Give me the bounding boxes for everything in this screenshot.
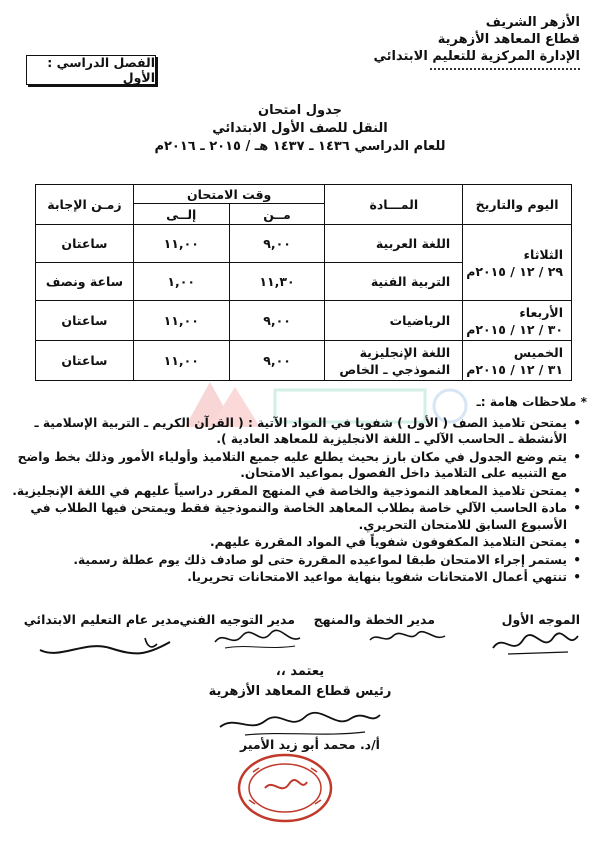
duration-cell: ساعتان [36, 225, 134, 263]
day-date-cell [463, 341, 572, 381]
header-subject: المـــادة [325, 185, 463, 225]
duration-cell: ساعتان [36, 301, 134, 341]
signer-first-supervisor: الموجه الأول [501, 612, 580, 627]
header-from: مــن [229, 204, 325, 225]
approval-line-2: رئيس قطاع المعاهد الأزهرية [208, 684, 392, 699]
signature-primary-director [35, 632, 175, 662]
subject-cell: الرياضيات [325, 301, 463, 341]
header-duration: زمـن الإجابة [36, 185, 134, 225]
semester-box [26, 55, 156, 85]
issuing-authority-header [340, 14, 580, 70]
day-date-cell [463, 225, 572, 301]
signature-planning-director [365, 626, 450, 648]
approver-name: أ/د. محمد أبو زيد الأمير [240, 737, 380, 752]
header-to: إلــى [133, 204, 229, 225]
time-from-cell: ٩,٠٠ [229, 225, 325, 263]
signer-planning-director: مدير الخطة والمنهج [313, 612, 435, 627]
note-item: • يتم وضع الجدول في مكان بارز بحيث يطلع عليه جميع التلاميذ وأولياء الأمور وذلك بخط واضح مع التنبيه على التلاميذ داخل الفصول بمواعيد الامتحان. [12, 449, 567, 482]
note-item: • يستمر إجراء الامتحان طبقا لمواعيده المقررة حتى لو صادف ذلك يوم عطلة رسمية. [12, 552, 567, 569]
note-item: • يمتحن تلاميذ الصف ( الأول ) شفويا في المواد الآتية : ( القرآن الكريم ـ التربية الإسلامية ـ الأنشطة ـ الحاسب الآلي ـ اللغة الانجليزية للمعاهد العادية ). [12, 415, 567, 448]
time-to-cell: ١١,٠٠ [133, 301, 229, 341]
semester-label: الفصل الدراسي : الأول [47, 55, 155, 85]
time-from-cell: ٩,٠٠ [229, 301, 325, 341]
table-row [36, 225, 572, 263]
header-line-azhar: الأزهر الشريف [485, 15, 580, 30]
signer-technical-director: مدير التوجيه الفني [179, 612, 295, 627]
header-line-administration: الإدارة المركزية للتعليم الابتدائي [373, 49, 580, 64]
day-date-cell [463, 301, 572, 341]
duration-cell: ساعة ونصف [36, 263, 134, 301]
header-underline [430, 68, 580, 70]
title-line-3: للعام الدراسي ١٤٣٦ ـ ١٤٣٧ هـ / ٢٠١٥ ـ ٢٠١٦م [154, 139, 446, 154]
header-exam-time: وقت الامتحان [133, 185, 325, 204]
header-line-sector: قطاع المعاهد الأزهرية [437, 32, 580, 47]
notes-list [12, 415, 587, 586]
subject-cell: اللغة العربية [325, 225, 463, 263]
subject-line-1: اللغة الإنجليزية [359, 344, 451, 360]
duration-cell: ساعتان [36, 341, 134, 381]
signature-first-supervisor [488, 628, 583, 660]
approval-line-1: يعتمد ،، [275, 664, 325, 679]
notes-title: * ملاحظات هامة :ـ [476, 395, 587, 409]
date-value: ٣١ / ١٢ / ٢٠١٥م [466, 361, 563, 377]
day-name: الأربعاء [519, 304, 563, 320]
note-item: • يمتحن التلاميذ المكفوفون شفوياً في المواد المقررة عليهم. [12, 534, 567, 551]
title-line-2: النقل للصف الأول الابتدائي [212, 121, 388, 136]
signature-sector-head [215, 705, 385, 739]
signer-primary-director: مدير عام التعليم الابتدائي [23, 612, 180, 627]
note-item: • مادة الحاسب الآلي خاصة بطلاب المعاهد الخاصة والنموذجية فقط ويمتحن فيها الطلاب في الأسبوع السابق للامتحان التحريري. [12, 500, 567, 533]
table-row [36, 301, 572, 341]
time-to-cell: ١١,٠٠ [133, 225, 229, 263]
schedule-title [100, 102, 500, 156]
date-value: ٣٠ / ١٢ / ٢٠١٥م [466, 321, 563, 337]
day-name: الثلاثاء [523, 246, 563, 262]
date-value: ٢٩ / ١٢ / ٢٠١٥م [466, 263, 563, 279]
time-to-cell: ١١,٠٠ [133, 341, 229, 381]
subject-line-2: النموذجي ـ الخاص [339, 361, 451, 377]
note-item: • يمتحن تلاميذ المعاهد النموذجية والخاصة في المنهج المقرر دراسياً عليهم في اللغة الإنجليزية. [12, 483, 567, 500]
title-line-1: جدول امتحان [258, 103, 342, 118]
time-to-cell: ١,٠٠ [133, 263, 229, 301]
official-stamp [235, 752, 335, 824]
signature-technical-director [210, 626, 305, 652]
exam-schedule-table [35, 184, 572, 381]
important-notes [12, 394, 587, 587]
approval-block [150, 662, 450, 702]
day-name: الخميس [513, 344, 563, 360]
note-item: • تنتهي أعمال الامتحانات شفويا بنهاية مواعيد الامتحانات تحريريا. [12, 569, 567, 586]
time-from-cell: ١١,٣٠ [229, 263, 325, 301]
header-day-date: اليوم والتاريخ [463, 185, 572, 225]
subject-cell: التربية الفنية [325, 263, 463, 301]
time-from-cell: ٩,٠٠ [229, 341, 325, 381]
